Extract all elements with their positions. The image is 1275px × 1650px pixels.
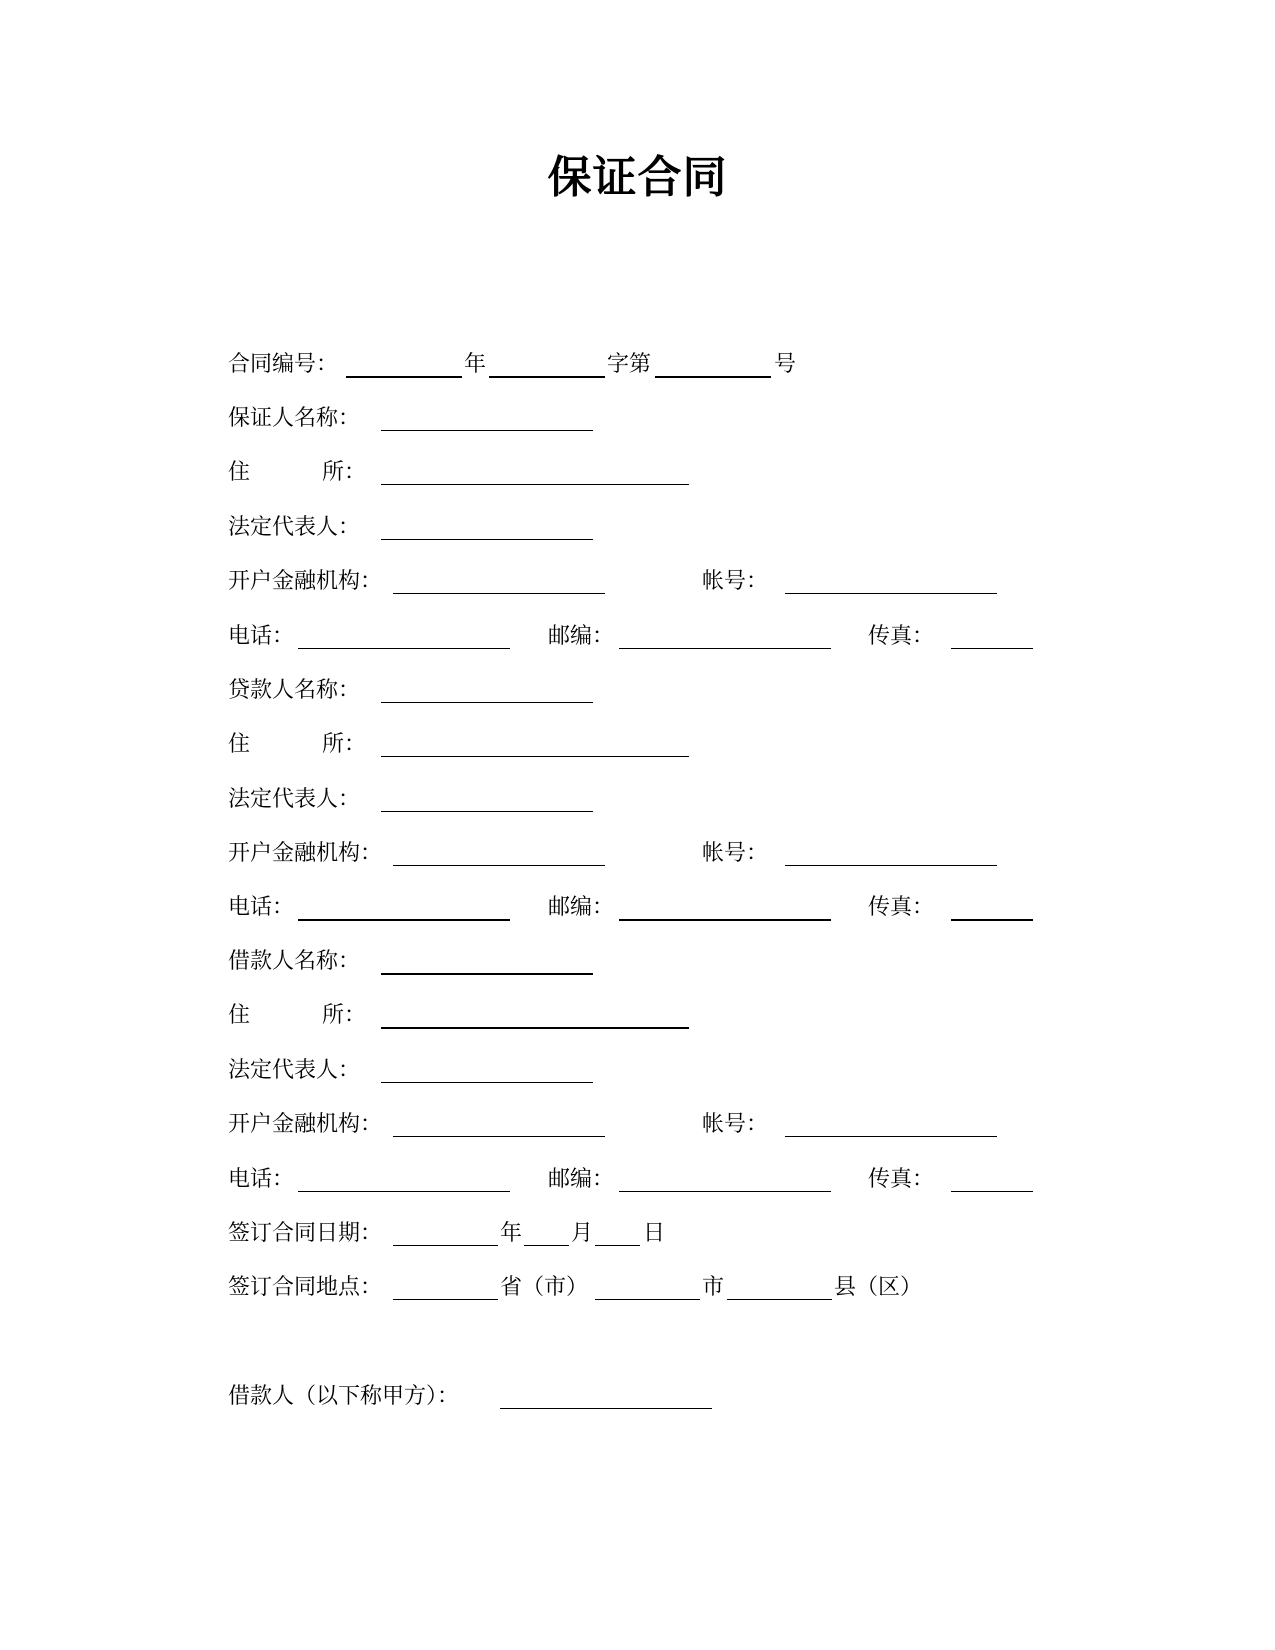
lender-address-blank[interactable] bbox=[381, 756, 689, 757]
party-a-label: 借款人（以下称甲方）： bbox=[228, 1384, 460, 1409]
sign-place-city-text: 市 bbox=[702, 1275, 725, 1300]
borrower-postcode-label: 邮编： bbox=[548, 1167, 615, 1192]
lender-postcode-label: 邮编： bbox=[548, 895, 615, 920]
borrower-name-blank[interactable] bbox=[381, 973, 593, 975]
sign-date-year-blank[interactable] bbox=[393, 1245, 498, 1246]
lender-legal-rep-blank[interactable] bbox=[381, 811, 593, 812]
borrower-address-char1: 住 bbox=[228, 1003, 251, 1028]
lender-name-label: 贷款人名称： bbox=[228, 678, 361, 703]
guarantor-name-label: 保证人名称： bbox=[228, 406, 361, 431]
borrower-phone-blank[interactable] bbox=[298, 1191, 510, 1192]
borrower-bank-label: 开户金融机构： bbox=[228, 1112, 383, 1137]
borrower-postcode-blank[interactable] bbox=[619, 1191, 831, 1192]
lender-bank-blank[interactable] bbox=[393, 865, 605, 866]
sign-date-day-blank[interactable] bbox=[595, 1245, 640, 1246]
guarantor-postcode-label: 邮编： bbox=[548, 624, 615, 649]
sign-date-month-blank[interactable] bbox=[524, 1245, 569, 1246]
contract-no-year-text: 年 bbox=[464, 352, 487, 377]
guarantor-account-blank[interactable] bbox=[785, 593, 997, 594]
sign-date-month-text: 月 bbox=[571, 1221, 594, 1246]
guarantor-phone-label: 电话： bbox=[228, 624, 295, 649]
guarantor-postcode-blank[interactable] bbox=[619, 648, 831, 649]
borrower-address-char2: 所： bbox=[322, 1003, 367, 1028]
guarantor-bank-blank[interactable] bbox=[393, 593, 605, 594]
sign-place-county-text: 县（区） bbox=[834, 1275, 923, 1300]
lender-legal-rep-label: 法定代表人： bbox=[228, 787, 361, 812]
contract-no-number-blank[interactable] bbox=[655, 376, 771, 378]
lender-name-blank[interactable] bbox=[381, 702, 593, 703]
sign-place-province-text: 省（市） bbox=[500, 1275, 589, 1300]
guarantor-name-blank[interactable] bbox=[381, 430, 593, 431]
borrower-fax-blank[interactable] bbox=[951, 1191, 1033, 1192]
borrower-address-blank[interactable] bbox=[381, 1027, 689, 1029]
guarantor-legal-rep-blank[interactable] bbox=[381, 539, 593, 540]
lender-fax-blank[interactable] bbox=[951, 919, 1033, 921]
guarantor-legal-rep-label: 法定代表人： bbox=[228, 515, 361, 540]
sign-date-label: 签订合同日期： bbox=[228, 1221, 383, 1246]
borrower-fax-label: 传真： bbox=[868, 1167, 935, 1192]
lender-address-char2: 所： bbox=[322, 732, 367, 757]
contract-no-zi-blank[interactable] bbox=[489, 376, 605, 378]
borrower-name-label: 借款人名称： bbox=[228, 949, 361, 974]
sign-place-county-blank[interactable] bbox=[727, 1299, 832, 1300]
lender-phone-blank[interactable] bbox=[298, 919, 510, 921]
party-a-blank[interactable] bbox=[500, 1408, 712, 1409]
borrower-bank-blank[interactable] bbox=[393, 1136, 605, 1137]
lender-phone-label: 电话： bbox=[228, 895, 295, 920]
lender-fax-label: 传真： bbox=[868, 895, 935, 920]
guarantor-address-blank[interactable] bbox=[381, 484, 689, 485]
guarantor-phone-blank[interactable] bbox=[298, 648, 510, 649]
sign-date-year-text: 年 bbox=[500, 1221, 523, 1246]
borrower-legal-rep-blank[interactable] bbox=[381, 1082, 593, 1083]
borrower-account-label: 帐号： bbox=[702, 1112, 769, 1137]
contract-no-year-blank[interactable] bbox=[346, 376, 462, 378]
guarantor-account-label: 帐号： bbox=[702, 569, 769, 594]
sign-place-label: 签订合同地点： bbox=[228, 1275, 383, 1300]
guarantor-fax-blank[interactable] bbox=[951, 648, 1033, 649]
guarantor-address-char1: 住 bbox=[228, 460, 251, 485]
guarantor-bank-label: 开户金融机构： bbox=[228, 569, 383, 594]
contract-no-hao-text: 号 bbox=[774, 352, 797, 377]
guarantor-fax-label: 传真： bbox=[868, 624, 935, 649]
lender-postcode-blank[interactable] bbox=[619, 919, 831, 921]
borrower-account-blank[interactable] bbox=[785, 1136, 997, 1137]
sign-date-day-text: 日 bbox=[643, 1221, 666, 1246]
contract-no-label: 合同编号： bbox=[228, 352, 339, 377]
lender-bank-label: 开户金融机构： bbox=[228, 841, 383, 866]
borrower-legal-rep-label: 法定代表人： bbox=[228, 1058, 361, 1083]
guarantor-address-char2: 所： bbox=[322, 460, 367, 485]
contract-no-zi-di-text: 字第 bbox=[607, 352, 652, 377]
borrower-phone-label: 电话： bbox=[228, 1167, 295, 1192]
lender-address-char1: 住 bbox=[228, 732, 251, 757]
lender-account-label: 帐号： bbox=[702, 841, 769, 866]
sign-place-city-blank[interactable] bbox=[595, 1299, 700, 1300]
lender-account-blank[interactable] bbox=[785, 865, 997, 866]
document-title: 保证合同 bbox=[547, 152, 728, 203]
sign-place-province-blank[interactable] bbox=[393, 1299, 498, 1300]
